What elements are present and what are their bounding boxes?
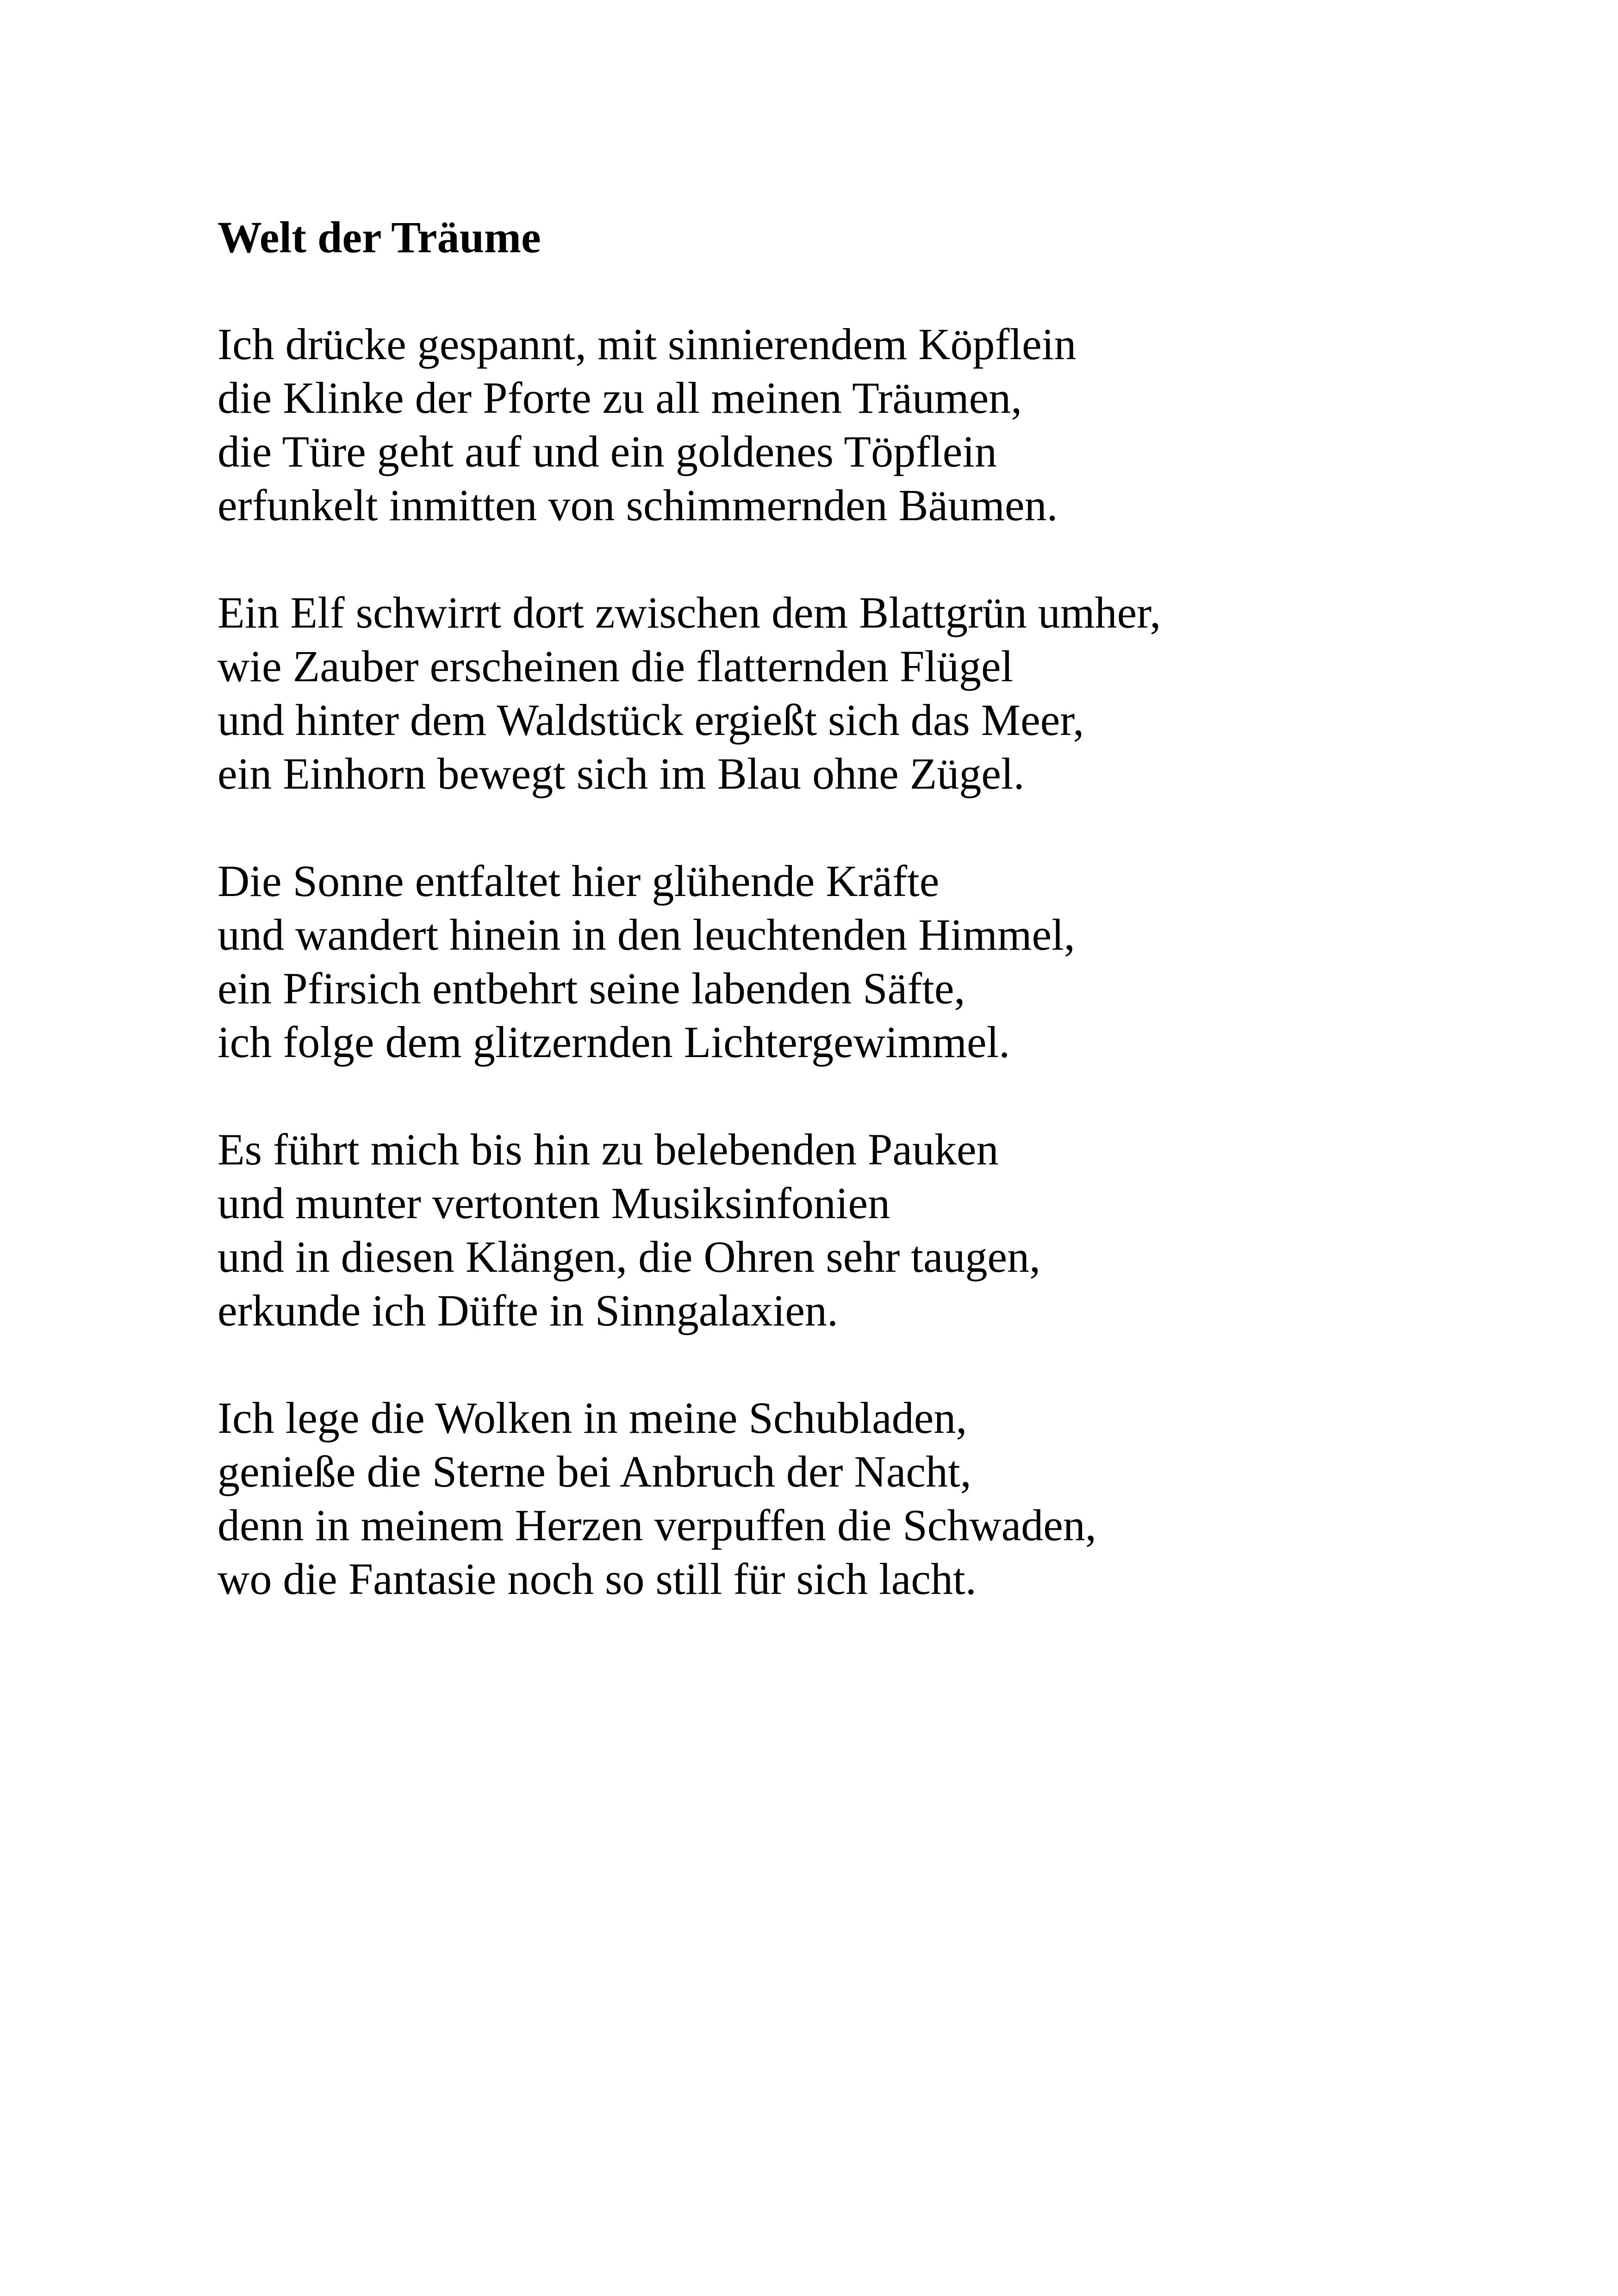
stanza-5 xyxy=(218,1391,1467,1606)
poem-line: Ich lege die Wolken in meine Schubladen, xyxy=(218,1393,967,1443)
poem-line: ein Pfirsich entbehrt seine labenden Säfte, xyxy=(218,964,965,1013)
poem xyxy=(218,211,1467,1660)
poem-line: die Türe geht auf und ein goldenes Töpflein xyxy=(218,427,997,476)
poem-line: ich folge dem glitzernden Lichtergewimmel. xyxy=(218,1017,1010,1067)
poem-line: ein Einhorn bewegt sich im Blau ohne Zügel. xyxy=(218,749,1025,798)
stanza-1 xyxy=(218,317,1467,532)
poem-line: wie Zauber erscheinen die flatternden Flügel xyxy=(218,641,1014,691)
poem-line: und munter vertonten Musiksinfonien xyxy=(218,1178,890,1228)
poem-line: wo die Fantasie noch so still für sich lacht. xyxy=(218,1554,977,1604)
poem-line: und in diesen Klängen, die Ohren sehr taugen, xyxy=(218,1232,1041,1282)
poem-line: Die Sonne entfaltet hier glühende Kräfte xyxy=(218,856,940,906)
poem-line: Ich drücke gespannt, mit sinnierendem Köpflein xyxy=(218,319,1077,369)
stanza-4 xyxy=(218,1123,1467,1338)
poem-title: Welt der Träume xyxy=(218,212,541,262)
poem-line: Ein Elf schwirrt dort zwischen dem Blattgrün umher, xyxy=(218,588,1161,637)
poem-line: erkunde ich Düfte in Sinngalaxien. xyxy=(218,1286,838,1335)
poem-line: und hinter dem Waldstück ergießt sich das Meer, xyxy=(218,695,1084,745)
stanza-2 xyxy=(218,586,1467,801)
poem-line: denn in meinem Herzen verpuffen die Schwaden, xyxy=(218,1500,1096,1550)
poem-line: die Klinke der Pforte zu all meinen Träumen, xyxy=(218,373,1022,423)
poem-line: erfunkelt inmitten von schimmernden Bäumen. xyxy=(218,480,1058,530)
poem-line: und wandert hinein in den leuchtenden Himmel, xyxy=(218,910,1075,959)
poem-line: genieße die Sterne bei Anbruch der Nacht, xyxy=(218,1447,971,1496)
poem-line: Es führt mich bis hin zu belebenden Pauken xyxy=(218,1125,999,1174)
stanza-3 xyxy=(218,854,1467,1069)
